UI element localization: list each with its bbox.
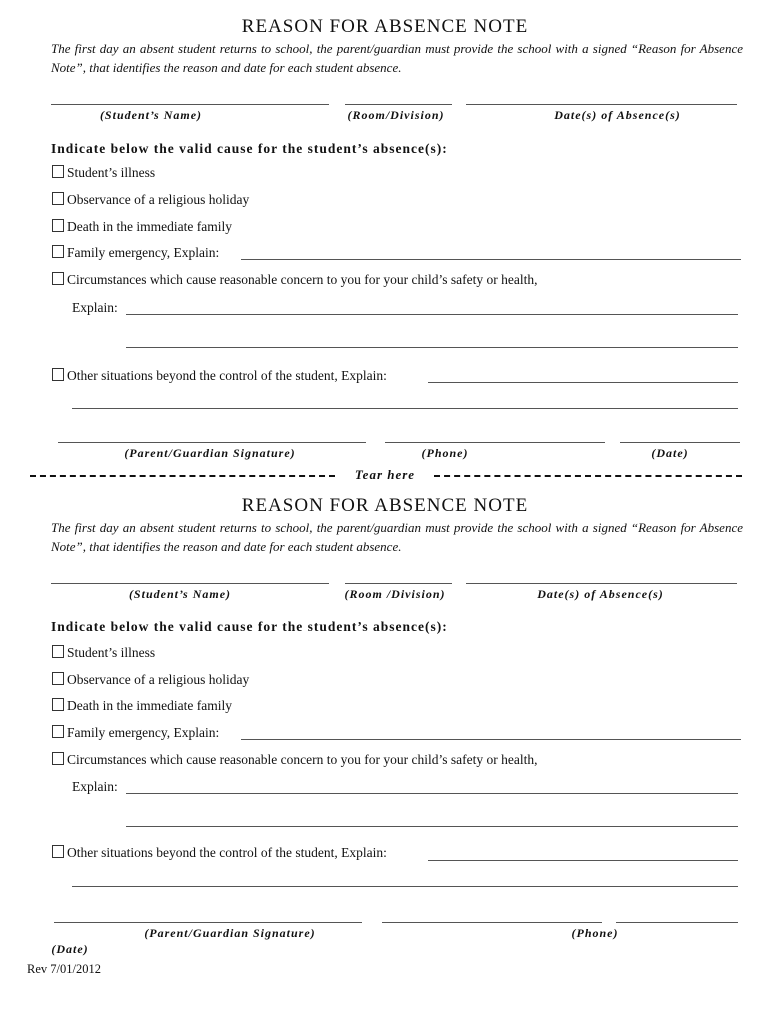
option-label: Death in the immediate family xyxy=(67,698,232,713)
option-label: Student’s illness xyxy=(67,165,156,180)
option-circumstances[interactable] xyxy=(52,270,537,290)
parent-signature-caption-2: (Parent/Guardian Signature) xyxy=(144,926,316,940)
parent-signature-line-2[interactable] xyxy=(54,922,362,923)
option-student-illness-2[interactable] xyxy=(52,643,155,663)
student-name-line-2[interactable] xyxy=(51,583,329,584)
option-label: Other situations beyond the control of the student, Explain: xyxy=(67,368,387,383)
room-division-line[interactable] xyxy=(345,104,452,105)
circumstances-explain-label: Explain: xyxy=(72,300,118,315)
phone-caption: (Phone) xyxy=(421,446,469,460)
phone-line[interactable] xyxy=(385,442,605,443)
date-caption: (Date) xyxy=(651,446,689,460)
form-title: REASON FOR ABSENCE NOTE xyxy=(241,16,529,37)
checkbox[interactable] xyxy=(52,272,64,285)
dates-absence-caption: Date(s) of Absence(s) xyxy=(554,108,681,122)
option-student-illness[interactable] xyxy=(52,163,155,183)
dates-absence-line-2[interactable] xyxy=(466,583,737,584)
circumstances-explain-line-3[interactable] xyxy=(126,793,738,794)
phone-line-2[interactable] xyxy=(382,922,602,923)
parent-signature-caption: (Parent/Guardian Signature) xyxy=(124,446,296,460)
checkbox[interactable] xyxy=(52,752,64,765)
option-circumstances-2[interactable] xyxy=(52,750,537,770)
parent-signature-line[interactable] xyxy=(58,442,366,443)
date-caption-2: (Date) xyxy=(51,942,89,956)
option-religious-holiday-2[interactable] xyxy=(52,670,249,690)
student-name-caption: (Student’s Name) xyxy=(99,108,203,122)
room-division-caption-2: (Room /Division) xyxy=(344,587,446,601)
option-label: Family emergency, Explain: xyxy=(67,245,220,260)
dates-absence-line[interactable] xyxy=(466,104,737,105)
other-explain-line-4[interactable] xyxy=(72,886,738,887)
option-label: Death in the immediate family xyxy=(67,219,232,234)
phone-caption-2: (Phone) xyxy=(571,926,619,940)
indicate-heading: Indicate below the valid cause for the student’s absence(s): xyxy=(51,141,448,156)
form-title-2: REASON FOR ABSENCE NOTE xyxy=(241,495,529,516)
room-division-caption: (Room/Division) xyxy=(347,108,445,122)
option-label: Other situations beyond the control of the student, Explain: xyxy=(67,845,387,860)
other-explain-line-1[interactable] xyxy=(428,382,738,383)
circumstances-explain-line-4[interactable] xyxy=(126,826,738,827)
tear-line xyxy=(30,467,742,485)
option-death-family-2[interactable] xyxy=(52,696,232,716)
dates-absence-caption-2: Date(s) of Absence(s) xyxy=(537,587,664,601)
circumstances-explain-label-2: Explain: xyxy=(72,779,118,794)
checkbox[interactable] xyxy=(52,165,64,178)
intro-text-2: The first day an absent student returns to school, the parent/guardian must provide the school with a signed “Reason for Absence Note”, that identifies the reason and date for each student absence. xyxy=(51,520,743,554)
revision-label: Rev 7/01/2012 xyxy=(27,962,101,976)
checkbox[interactable] xyxy=(52,219,64,232)
option-family-emergency-2[interactable] xyxy=(52,723,219,743)
option-label: Circumstances which cause reasonable concern to you for your child’s safety or health, xyxy=(67,752,538,767)
checkbox[interactable] xyxy=(52,645,64,658)
option-label: Family emergency, Explain: xyxy=(67,725,220,740)
option-label: Observance of a religious holiday xyxy=(67,192,250,207)
other-explain-line-3[interactable] xyxy=(428,860,738,861)
date-line[interactable] xyxy=(620,442,740,443)
checkbox[interactable] xyxy=(52,192,64,205)
option-death-family[interactable] xyxy=(52,217,232,237)
tear-dash-left xyxy=(30,475,335,477)
other-explain-line-2[interactable] xyxy=(72,408,738,409)
circumstances-explain-line-1[interactable] xyxy=(126,314,738,315)
checkbox[interactable] xyxy=(52,245,64,258)
option-other-situations[interactable] xyxy=(52,366,387,386)
option-religious-holiday[interactable] xyxy=(52,190,249,210)
room-division-line-2[interactable] xyxy=(345,583,452,584)
indicate-heading-2: Indicate below the valid cause for the student’s absence(s): xyxy=(51,619,448,634)
emergency-explain-line-2[interactable] xyxy=(241,739,741,740)
tear-here-label: Tear here xyxy=(354,467,416,482)
intro-text: The first day an absent student returns to school, the parent/guardian must provide the school with a signed “Reason for Absence Note”, that identifies the reason and date for each student absence. xyxy=(51,41,743,75)
student-name-line[interactable] xyxy=(51,104,329,105)
checkbox[interactable] xyxy=(52,672,64,685)
option-family-emergency[interactable] xyxy=(52,243,219,263)
option-label: Observance of a religious holiday xyxy=(67,672,250,687)
option-other-situations-2[interactable] xyxy=(52,843,387,863)
date-line-2[interactable] xyxy=(616,922,738,923)
emergency-explain-line[interactable] xyxy=(241,259,741,260)
tear-dash-right xyxy=(434,475,742,477)
student-name-caption-2: (Student’s Name) xyxy=(128,587,232,601)
option-label: Circumstances which cause reasonable concern to you for your child’s safety or health, xyxy=(67,272,538,287)
circumstances-explain-line-2[interactable] xyxy=(126,347,738,348)
checkbox[interactable] xyxy=(52,845,64,858)
checkbox[interactable] xyxy=(52,698,64,711)
checkbox[interactable] xyxy=(52,368,64,381)
checkbox[interactable] xyxy=(52,725,64,738)
option-label: Student’s illness xyxy=(67,645,156,660)
